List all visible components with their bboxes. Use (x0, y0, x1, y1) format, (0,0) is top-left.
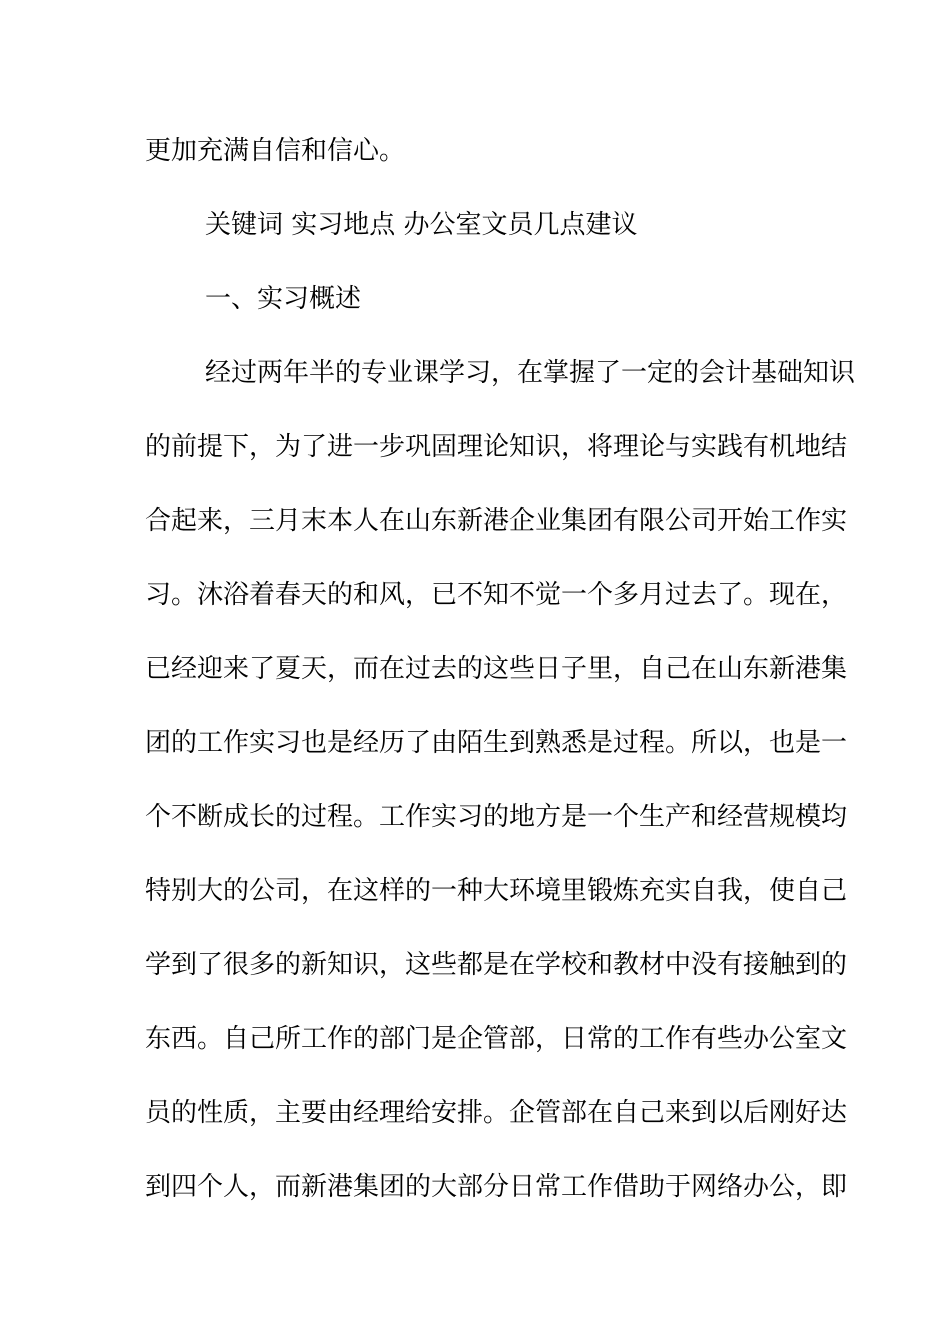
paragraph-line: 的前提下，为了进一步巩固理论知识，将理论与实践有机地结 (145, 432, 848, 462)
paragraph-line: 到四个人，而新港集团的大部分日常工作借助于网络办公，即 (145, 1172, 848, 1202)
paragraph-line: 东西。自己所工作的部门是企管部，日常的工作有些办公室文 (145, 1024, 848, 1054)
paragraph-line: 已经迎来了夏天，而在过去的这些日子里，自己在山东新港集 (145, 654, 848, 684)
text-line-closing: 更加充满自信和信心。 (145, 136, 406, 166)
paragraph-line: 习。沐浴着春天的和风，已不知不觉一个多月过去了。现在， (145, 580, 848, 610)
paragraph-line: 经过两年半的专业课学习，在掌握了一定的会计基础知识 (205, 358, 856, 388)
paragraph-line: 个不断成长的过程。工作实习的地方是一个生产和经营规模均 (145, 802, 848, 832)
paragraph-line: 员的性质，主要由经理给安排。企管部在自己来到以后刚好达 (145, 1098, 848, 1128)
paragraph-line: 特别大的公司，在这样的一种大环境里锻炼充实自我，使自己 (145, 876, 848, 906)
section-heading: 一、实习概述 (205, 284, 362, 314)
paragraph-line: 学到了很多的新知识，这些都是在学校和教材中没有接触到的 (145, 950, 848, 980)
paragraph-line: 合起来，三月末本人在山东新港企业集团有限公司开始工作实 (145, 506, 848, 536)
paragraph-line: 团的工作实习也是经历了由陌生到熟悉是过程。所以，也是一 (145, 728, 848, 758)
keywords-line: 关键词 实习地点 办公室文员几点建议 (205, 210, 638, 240)
